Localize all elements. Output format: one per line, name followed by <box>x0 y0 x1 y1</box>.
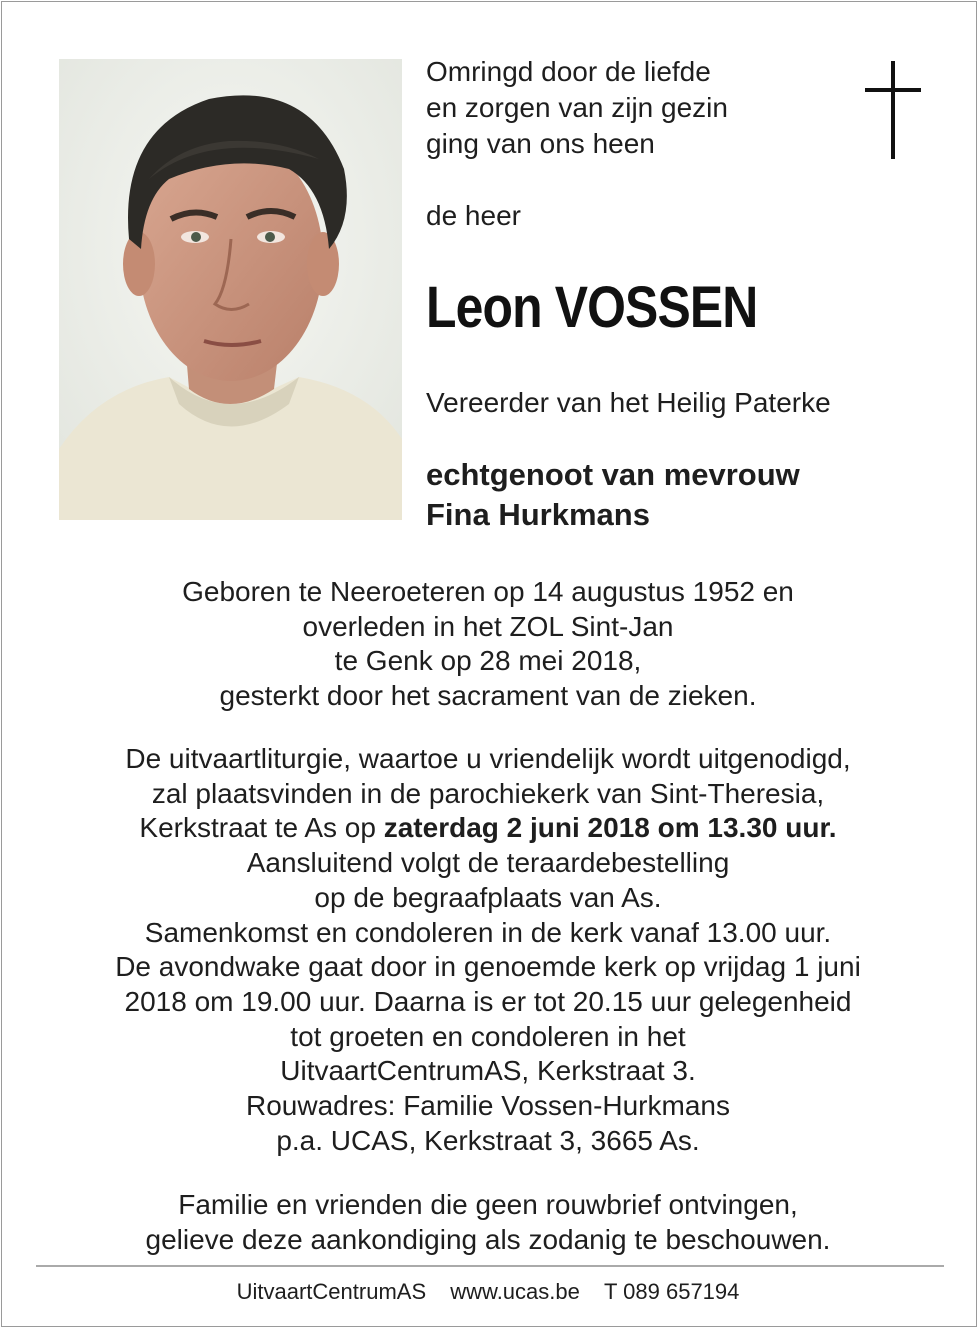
paragraph-line: te Genk op 28 mei 2018, <box>334 645 642 677</box>
deceased-title: Vereerder van het Heilig Paterke <box>426 387 831 418</box>
deceased-name: Leon VOSSEN <box>426 275 758 340</box>
birth-death-paragraph <box>40 575 936 714</box>
footer-divider <box>36 1265 944 1267</box>
closing-paragraph <box>40 1188 936 1257</box>
paragraph-line: Samenkomst en condoleren in de kerk vanaf 13.00 uur. <box>144 916 832 948</box>
intro-line: en zorgen van zijn gezin <box>426 92 728 123</box>
spouse-name: Fina Hurkmans <box>426 497 650 532</box>
latin-cross-icon <box>865 61 921 159</box>
paragraph-line: tot groeten en condoleren in het <box>290 1020 686 1052</box>
paragraph-line: Familie en vrienden die geen rouwbrief ontvingen, <box>178 1189 798 1220</box>
service-paragraph <box>40 742 936 1158</box>
paragraph-line: gesterkt door het sacrament van de zieken. <box>219 680 757 712</box>
paragraph-line: UitvaartCentrumAS, Kerkstraat 3. <box>280 1055 696 1087</box>
paragraph-line: Rouwadres: Familie Vossen-Hurkmans <box>246 1090 730 1122</box>
paragraph-line: zal plaatsvinden in de parochiekerk van Sint-Theresia, <box>151 777 825 809</box>
footer-company: UitvaartCentrumAS <box>236 1279 427 1304</box>
spouse-text <box>426 455 800 535</box>
paragraph-line: 2018 om 19.00 uur. Daarna is er tot 20.15 uur gelegenheid <box>124 985 852 1017</box>
paragraph-line: overleden in het ZOL Sint-Jan <box>302 610 674 642</box>
paragraph-line: Geboren te Neeroeteren op 14 augustus 1952 en <box>182 576 794 607</box>
intro-line: ging van ons heen <box>426 128 655 159</box>
paragraph-line: op de begraafplaats van As. <box>314 881 662 913</box>
footer-website-link[interactable]: www.ucas.be <box>450 1279 580 1304</box>
paragraph-line: De avondwake gaat door in genoemde kerk op vrijdag 1 juni <box>115 951 861 983</box>
portrait-photo <box>59 59 402 520</box>
service-location: Kerkstraat te As op <box>139 812 384 844</box>
paragraph-line: Aansluitend volgt de teraardebestelling <box>246 847 730 879</box>
footer <box>40 1278 936 1306</box>
paragraph-line: De uitvaartliturgie, waartoe u vriendelijk wordt uitgenodigd, <box>125 743 851 774</box>
paragraph-line: p.a. UCAS, Kerkstraat 3, 3665 As. <box>276 1124 700 1156</box>
paragraph-line: gelieve deze aankondiging als zodanig te beschouwen. <box>145 1223 831 1255</box>
paragraph-line <box>40 811 936 846</box>
service-datetime: zaterdag 2 juni 2018 om 13.30 uur. <box>383 812 837 844</box>
spouse-line: echtgenoot van mevrouw <box>426 457 800 492</box>
intro-text <box>426 54 728 162</box>
salutation: de heer <box>426 200 521 231</box>
footer-phone: T 089 657194 <box>604 1279 740 1304</box>
intro-line: Omringd door de liefde <box>426 56 711 87</box>
